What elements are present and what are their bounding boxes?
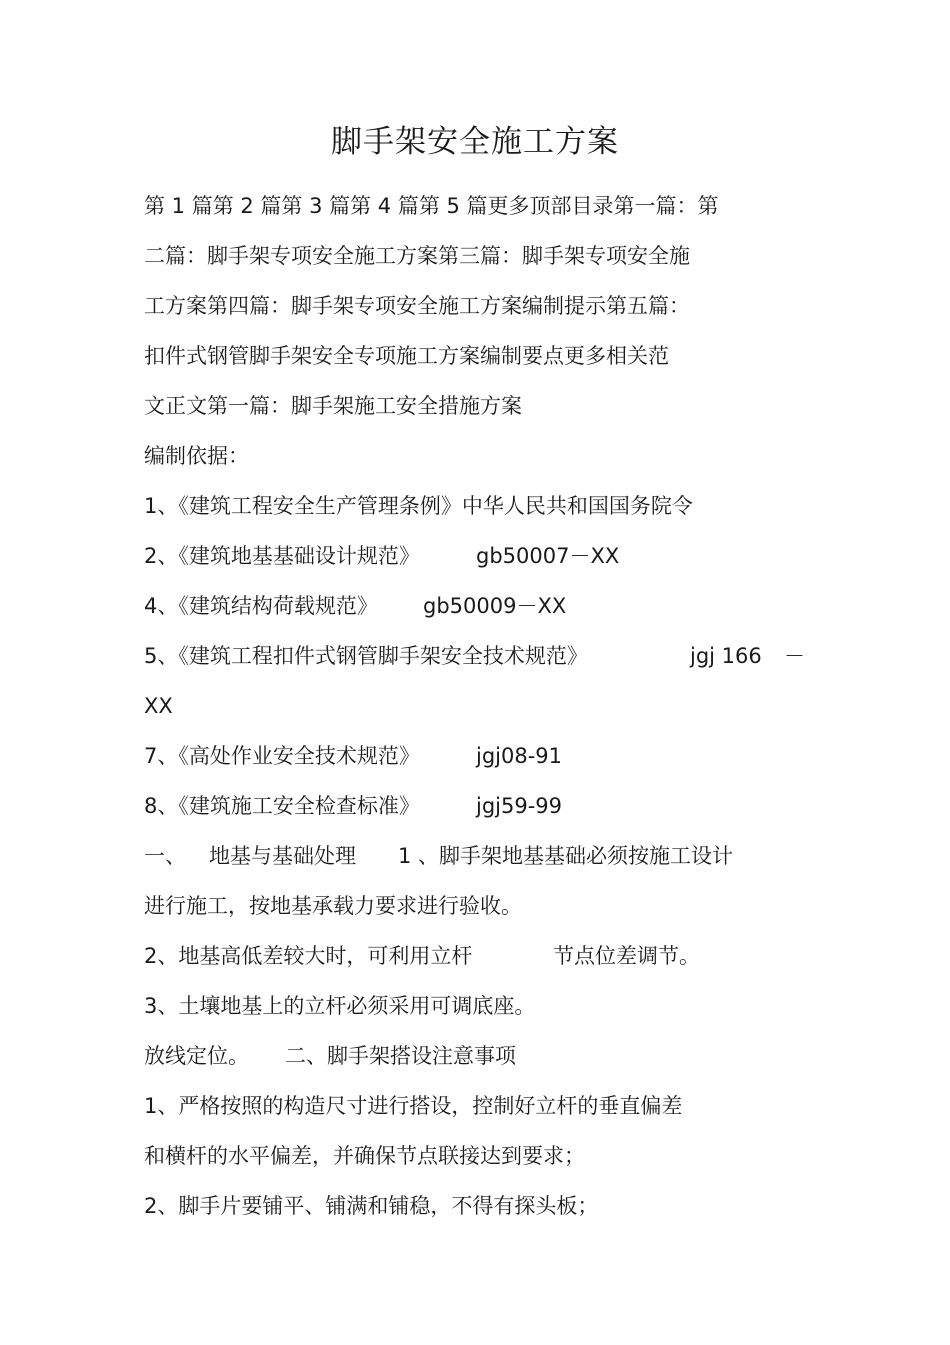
reference-item-4-cont: XX <box>144 694 173 718</box>
section-2-heading: 二、脚手架搭设注意事项 <box>285 1044 516 1068</box>
toc-line-3: 工方案第四篇：脚手架专项安全施工方案编制提示第五篇： <box>144 294 690 318</box>
reference-code: gb50009－XX <box>423 594 567 618</box>
reference-item-5 <box>144 740 844 772</box>
section-1-item-2 <box>144 940 744 972</box>
item-text-a: 2、地基高低差较大时，可利用立杆 <box>144 944 473 968</box>
reference-dash: － <box>784 644 805 668</box>
section-item-1: 1 、脚手架地基基础必须按施工设计 <box>398 844 734 868</box>
toc-line-2: 二篇：脚手架专项安全施工方案第三篇：脚手架专项安全施 <box>144 244 690 268</box>
reference-name: 7、《高处作业安全技术规范》 <box>144 744 420 768</box>
reference-code: jgj 166 <box>690 644 762 668</box>
section-1-item-1-cont: 进行施工，按地基承载力要求进行验收。 <box>144 894 522 918</box>
reference-code: jgj08-91 <box>476 744 563 768</box>
item-text-a: 放线定位。 <box>144 1044 249 1068</box>
reference-item-1: 1、《建筑工程安全生产管理条例》中华人民共和国国务院令 <box>144 494 693 518</box>
reference-name: 2、《建筑地基基础设计规范》 <box>144 544 420 568</box>
toc-line-1: 第 1 篇第 2 篇第 3 篇第 4 篇第 5 篇更多顶部目录第一篇：第 <box>144 194 719 218</box>
section-1-item-3: 3、土壤地基上的立杆必须采用可调底座。 <box>144 994 536 1018</box>
toc-line-4: 扣件式钢管脚手架安全专项施工方案编制要点更多相关范 <box>144 344 669 368</box>
section-2-item-2: 2、脚手片要铺平、铺满和铺稳，不得有探头板； <box>144 1194 599 1218</box>
section-heading: 地基与基础处理 <box>209 844 356 868</box>
reference-item-2 <box>144 540 844 572</box>
section-1-line <box>144 840 784 872</box>
reference-name: 4、《建筑结构荷载规范》 <box>144 594 378 618</box>
toc-line-5: 文正文第一篇：脚手架施工安全措施方案 <box>144 394 522 418</box>
item-text-b: 节点位差调节。 <box>553 944 700 968</box>
section-2-item-1: 1、严格按照的构造尺寸进行搭设，控制好立杆的垂直偏差 <box>144 1094 683 1118</box>
document-title: 脚手架安全施工方案 <box>331 124 619 160</box>
reference-code: jgj59-99 <box>476 794 563 818</box>
section-2-item-1-cont: 和横杆的水平偏差，并确保节点联接达到要求； <box>144 1144 585 1168</box>
basis-heading: 编制依据： <box>144 444 249 468</box>
reference-item-6 <box>144 790 844 822</box>
reference-name: 8、《建筑施工安全检查标准》 <box>144 794 420 818</box>
reference-name: 5、《建筑工程扣件式钢管脚手架安全技术规范》 <box>144 644 588 668</box>
section-1-item-4 <box>144 1040 564 1072</box>
reference-item-4 <box>144 640 814 672</box>
section-number: 一、 <box>144 844 186 868</box>
reference-item-3 <box>144 590 844 622</box>
reference-code: gb50007－XX <box>476 544 620 568</box>
